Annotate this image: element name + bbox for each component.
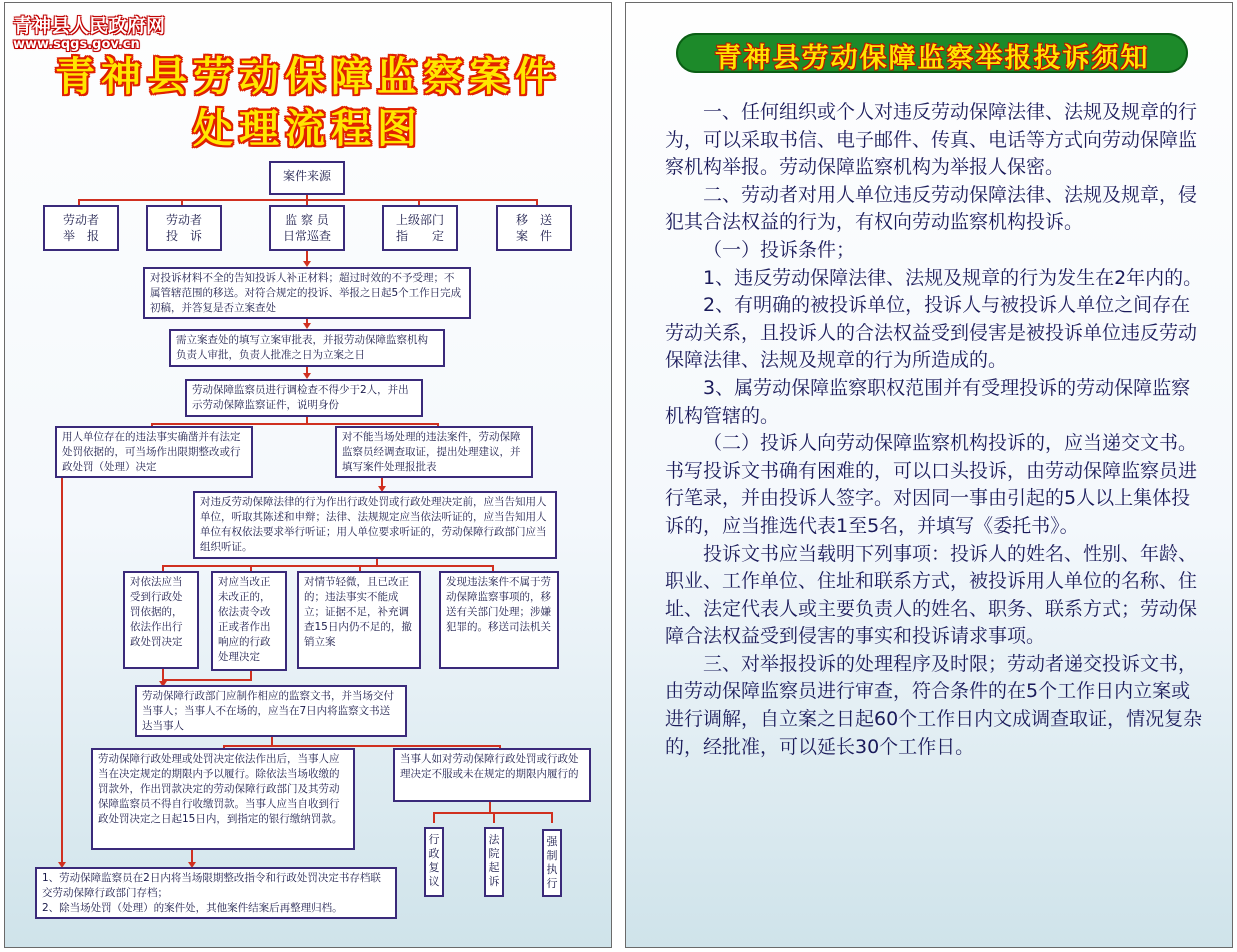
branch-onsite-decision: 用人单位存在的违法事实确凿并有法定处罚依据的，可当场作出限期整改或行政处罚（处理）决定 xyxy=(55,426,253,478)
watermark-url: www.sqgs.gov.cn xyxy=(13,37,140,52)
notice-panel xyxy=(625,2,1233,948)
notice-paragraph: 一、任何组织或个人对违反劳动保障法律、法规及规章的行为，可以采取书信、电子邮件、传真、电话等方式向劳动保障监察机构举报。劳动保障监察机构为举报人保密。 xyxy=(665,101,1198,179)
channel-inspector-patrol xyxy=(269,205,345,251)
step-investigation: 劳动保障监察员进行调检查不得少于2人，并出示劳动保障监察证件，说明身份 xyxy=(185,379,423,417)
notice-paragraph: 三、对举报投诉的处理程序及时限；劳动者递交投诉文书，由劳动保障监察员进行审查，符合条件的在5个工作日内立案或进行调解，自立案之日起60个工作日内文成调查取证，情况复杂的，经批准，可以延长30个工作日。 xyxy=(665,652,1203,758)
step-archive xyxy=(35,867,397,919)
channel-line: 举 报 xyxy=(62,229,99,243)
channel-line: 投 诉 xyxy=(165,229,202,243)
archive-line-2: 2、除当场处罚（处理）的案件处，其他案件结案后再整理归档。 xyxy=(42,902,343,914)
channel-line: 移 送 xyxy=(515,213,552,227)
notice-paragraph: （一）投诉条件； xyxy=(703,238,856,261)
notice-paragraph: 1、违反劳动保障法律、法规及规章的行为发生在2年内的。 xyxy=(703,266,1203,289)
watermark-site-name: 青神县人民政府网 xyxy=(13,15,166,37)
archive-line-1: 1、劳动保障监察员在2日内将当场限期整改指令和行政处罚决定书存档联交劳动保障行政部门存档； xyxy=(42,872,381,899)
decision-penalty: 对依法应当受到行政处罚依据的，依法作出行政处罚决定 xyxy=(123,571,199,669)
channel-worker-report xyxy=(43,205,119,251)
channel-line: 指 定 xyxy=(395,229,444,243)
channel-line: 上级部门 xyxy=(395,213,444,227)
remedy-admin-review: 行政复议 xyxy=(424,827,444,897)
notice-paragraph: 二、劳动者对用人单位违反劳动保障法律、法规及规章，侵犯其合法权益的行为，有权向劳动监察机构投诉。 xyxy=(665,183,1198,234)
remedy-enforcement: 强制执行 xyxy=(542,829,562,897)
decision-rectify-order: 对应当改正未改正的，依法责令改正或者作出响应的行政处理决定 xyxy=(211,571,287,671)
notice-body xyxy=(665,99,1205,761)
channel-transferred-case xyxy=(496,205,572,251)
step-appeal: 当事人如对劳动保障行政处罚或行政处理决定不服或未在规定的期限内履行的 xyxy=(393,748,591,802)
flowchart-panel xyxy=(4,2,612,948)
channel-line: 案 件 xyxy=(515,229,552,243)
channel-line: 劳动者 xyxy=(62,213,99,227)
flowchart-title-line2: 处理流程图 xyxy=(193,105,423,152)
channel-worker-complaint xyxy=(146,205,222,251)
flowchart-title-line1: 青神县劳动保障监察案件 xyxy=(55,53,561,100)
step-hearing-notice: 对违反劳动保障法律的行为作出行政处罚或行政处理决定前，应当告知用人单位，听取其陈述和申辩；法律、法规规定应当依法听证的，应当告知用人单位有权依法要求举行听证；用人单位要求听证的，劳动保障行政部门应当组织听证。 xyxy=(193,491,557,559)
step-delivery: 劳动保障行政部门应制作相应的监察文书，并当场交付当事人；当事人不在场的，应当在7日内将监察文书送达当事人 xyxy=(135,685,407,737)
notice-paragraph: 2、有明确的被投诉单位，投诉人与被投诉人单位之间存在劳动关系，且投诉人的合法权益受到侵害是被投诉单位违反劳动保障法律、法规及规章的行为所造成的。 xyxy=(665,294,1198,372)
remedy-court-suit: 法院起诉 xyxy=(484,827,504,897)
channel-superior-assigned xyxy=(382,205,458,251)
notice-paragraph: 投诉文书应当载明下列事项：投诉人的姓名、性别、年龄、职业、工作单位、住址和联系方式，被投诉用人单位的名称、住址、法定代表人或主要负责人的姓名、职务、联系方式；劳动保障合法权益受到侵害的事实和投诉请求事项。 xyxy=(665,542,1198,648)
decision-revoke-case: 对情节轻微，且已改正的；违法事实不能成立；证据不足，补充调查15日内仍不足的，撤销立案 xyxy=(297,571,421,669)
case-source-box: 案件来源 xyxy=(269,161,345,195)
step-initial-review: 对投诉材料不全的告知投诉人补正材料；超过时效的不予受理；不属管辖范围的移送。对符合规定的投诉、举报之日起5个工作日完成初稿，并答复是否立案查处 xyxy=(143,267,471,319)
notice-paragraph: 3、属劳动保障监察职权范围并有受理投诉的劳动保障监察机构管辖的。 xyxy=(665,376,1191,427)
notice-paragraph: （二）投诉人向劳动保障监察机构投诉的，应当递交文书。书写投诉文书确有困难的，可以口头投诉，由劳动保障监察员进行笔录，并由投诉人签字。对因同一事由引起的5人以上集体投诉的，应当推选代表1至5名，并填写《委托书》。 xyxy=(665,432,1198,537)
channel-line: 劳动者 xyxy=(165,213,202,227)
step-case-approval: 需立案查处的填写立案审批表，并报劳动保障监察机构负责人审批，负责人批准之日为立案之日 xyxy=(169,329,445,367)
channel-line: 监 察 员 xyxy=(285,213,329,227)
branch-further-investigation: 对不能当场处理的违法案件，劳动保障监察员经调查取证，提出处理建议，并填写案件处理报批表 xyxy=(335,426,533,478)
channel-line: 日常巡查 xyxy=(282,229,331,243)
notice-title: 青神县劳动保障监察举报投诉须知 xyxy=(714,43,1150,74)
decision-transfer: 发现违法案件不属于劳动保障监察事项的，移送有关部门处理；涉嫌犯罪的。移送司法机关 xyxy=(439,571,559,669)
step-execution: 劳动保障行政处理或处罚决定依法作出后，当事人应当在决定规定的期限内予以履行。除依法当场收缴的罚款外，作出罚款决定的劳动保障行政部门及其劳动保障监察员不得自行收缴罚款。当事人应当自收到行政处罚决定之日起15日内，到指定的银行缴纳罚款。 xyxy=(91,748,355,850)
